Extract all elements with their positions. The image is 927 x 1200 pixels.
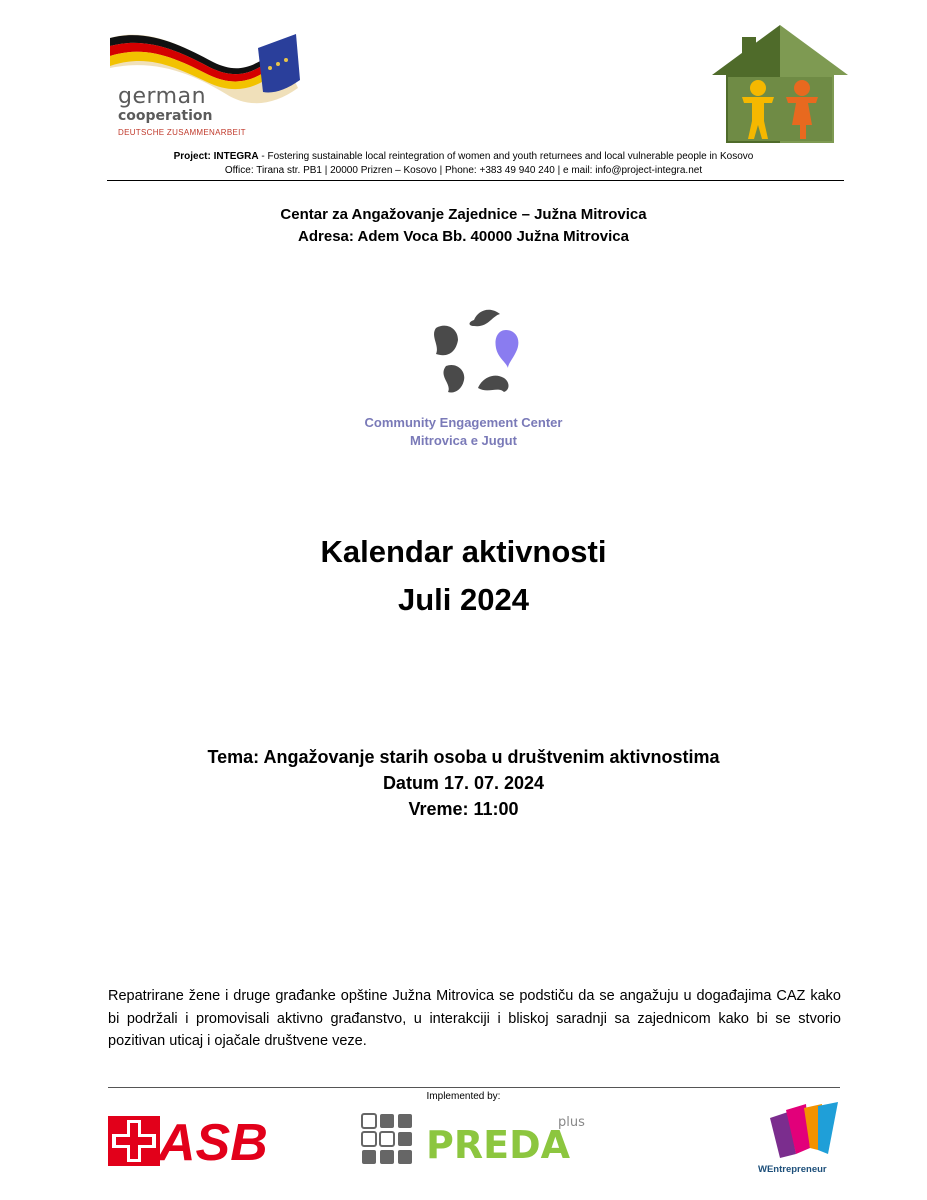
community-engagement-center-logo [428,306,522,398]
german-cooperation-word3: DEUTSCHE ZUSAMMENARBEIT [118,128,246,137]
asb-logo [108,1110,276,1166]
header-divider [107,180,844,181]
event-time: Vreme: 11:00 [408,799,519,819]
preda-grid-icon [360,1110,592,1170]
preda-plus-logo [360,1110,592,1170]
implemented-by-label: Implemented by: [426,1091,501,1102]
house-family-icon [712,25,848,143]
page-subtitle-month: Juli 2024 [398,582,529,617]
cec-drops-icon [428,306,522,398]
german-cooperation-word2: cooperation [118,108,213,124]
event-theme: Tema: Angažovanje starih osoba u društvenim aktivnostima [207,747,720,767]
center-name: Centar za Angažovanje Zajednice – Južna Mitrovica [280,206,647,223]
project-description: - Fostering sustainable local reintegration of women and youth returnees and local vulnerable people in Kosovo [258,151,754,162]
preda-plus-text: plus [558,1115,585,1130]
center-address: Adresa: Adem Voca Bb. 40000 Južna Mitrovica [298,228,629,245]
preda-text: PREDA [426,1123,571,1167]
wentrepreneur-label: WEntrepreneur [758,1164,827,1175]
german-cooperation-word1: german [118,84,207,109]
integra-house-logo [712,25,848,143]
wentrepreneur-logo [766,1102,840,1160]
office-contact-line: Office: Tirana str. PB1 | 20000 Prizren – Kosovo | Phone: +383 49 940 240 | e mail: info@project-integra.net [224,165,703,176]
page-title: Kalendar aktivnosti [320,534,607,569]
event-date: Datum 17. 07. 2024 [382,773,545,793]
body-paragraph: Repatrirane žene i druge građanke opštine Južna Mitrovica se podstiču da se angažuju u događajima CAZ kako bi podržali i promovisali aktivno građanstvo, u interakciji i bliskoj saradnji sa zajednicom kako bi se stvorio pozitivan uticaj i ojačale društvene veze. [108,988,841,1049]
project-line [0,151,927,162]
asb-text: ASB [158,1114,268,1166]
project-label: Project: INTEGRA [173,151,259,162]
footer-divider [108,1087,840,1088]
wentrepreneur-w-icon [766,1102,840,1160]
cec-logo-line2: Mitrovica e Jugut [410,433,517,448]
cec-logo-line1: Community Engagement Center [364,415,563,430]
asb-cross-icon [108,1110,276,1166]
